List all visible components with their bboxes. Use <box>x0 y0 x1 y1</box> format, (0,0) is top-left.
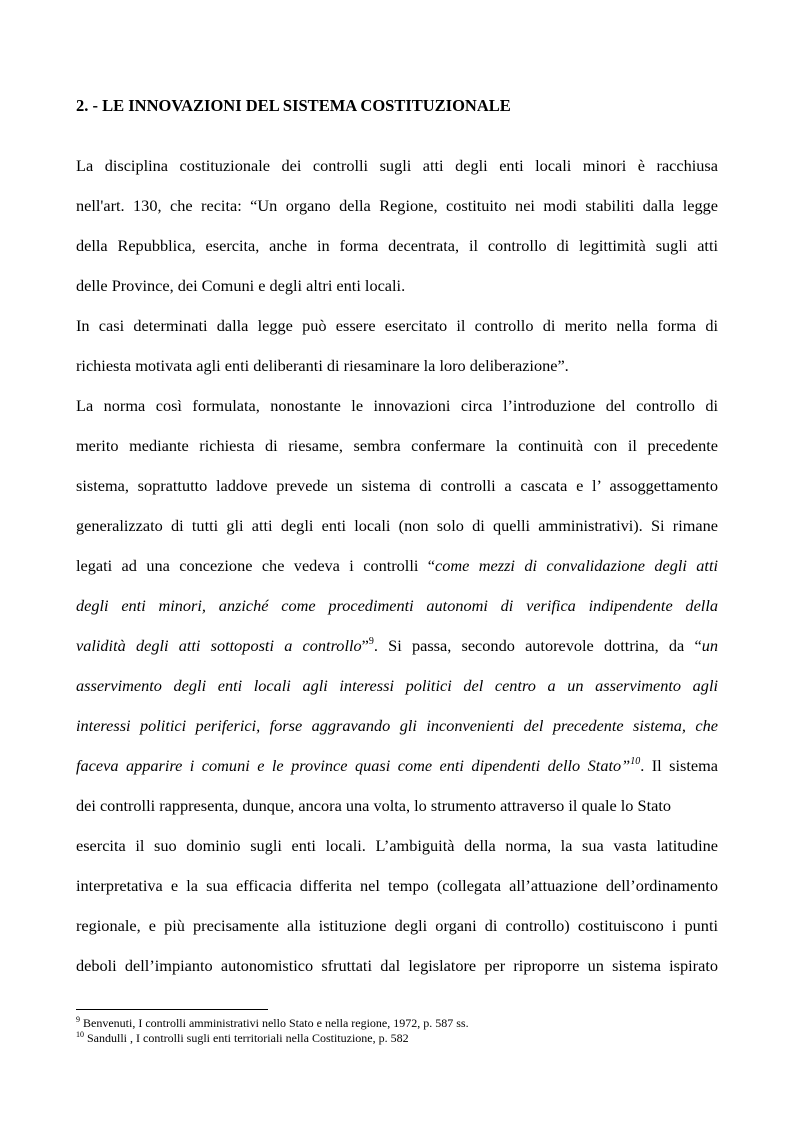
body-line-11 <box>76 555 718 577</box>
body-text: . Il sistema <box>640 756 718 775</box>
footnote-text: Benvenuti, I controlli amministrativi nello Stato e nella regione, 1972, p. 587 ss. <box>80 1016 469 1030</box>
quote-text: validità degli atti sottoposti a controllo <box>76 636 362 655</box>
body-line-20: regionale, e più precisamente alla istituzione degli organi di controllo) costituiscono i punti <box>76 916 718 935</box>
body-line-1: La disciplina costituzionale dei controlli sugli atti degli enti locali minori è racchiusa <box>76 156 718 175</box>
body-text: legati ad una concezione che vedeva i controlli “ <box>76 556 435 575</box>
quote-close: ” <box>361 636 369 655</box>
body-line-16 <box>76 755 718 777</box>
body-line-4: delle Province, dei Comuni e degli altri enti locali. <box>76 276 406 295</box>
footnote-number: 10 <box>76 1030 84 1039</box>
footnote-divider <box>76 1009 268 1010</box>
footnote-text: Sandulli , I controlli sugli enti territoriali nella Costituzione, p. 582 <box>84 1031 409 1045</box>
quote-text: come mezzi di convalidazione degli atti <box>435 556 718 575</box>
footnote-9 <box>76 1016 736 1031</box>
body-line-17: dei controlli rappresenta, dunque, ancora una volta, lo strumento attraverso il quale lo Stato <box>76 796 671 815</box>
body-line-15: interessi politici periferici, forse aggravando gli inconvenienti del precedente sistema, che <box>76 716 718 735</box>
body-line-8: merito mediante richiesta di riesame, sembra confermare la continuità con il precedente <box>76 436 718 455</box>
footnote-10 <box>76 1031 736 1046</box>
body-text: . Si passa, secondo autorevole dottrina, da “ <box>373 636 702 655</box>
body-line-21: deboli dell’impianto autonomistico sfruttati dal legislatore per riproporre un sistema ispirato <box>76 956 718 975</box>
footnote-number: 9 <box>76 1015 80 1024</box>
body-line-10: generalizzato di tutti gli atti degli enti locali (non solo di quelli amministrativi). Si rimane <box>76 516 718 535</box>
body-line-18: esercita il suo dominio sugli enti locali. L’ambiguità della norma, la sua vasta latitudine <box>76 836 718 855</box>
quote-close: ” <box>621 756 631 775</box>
footnote-ref-9[interactable]: 9 <box>368 636 374 647</box>
quote-text: un <box>701 636 719 655</box>
quote-text: faceva apparire i comuni e le province quasi come enti dipendenti dello Stato <box>76 756 622 775</box>
body-line-13 <box>76 635 718 657</box>
body-line-12: degli enti minori, anziché come procedimenti autonomi di verifica indipendente della <box>76 596 718 615</box>
footnote-ref-10[interactable]: 10 <box>630 756 641 767</box>
body-line-5: In casi determinati dalla legge può essere esercitato il controllo di merito nella forma di <box>76 316 718 335</box>
body-line-3: della Repubblica, esercita, anche in forma decentrata, il controllo di legittimità sugli atti <box>76 236 718 255</box>
body-line-9: sistema, soprattutto laddove prevede un sistema di controlli a cascata e l’ assoggettamento <box>76 476 718 495</box>
body-line-14: asservimento degli enti locali agli interessi politici del centro a un asservimento agli <box>76 676 718 695</box>
body-line-19: interpretativa e la sua efficacia differita nel tempo (collegata all’attuazione dell’ordinamento <box>76 876 718 895</box>
body-line-7: La norma così formulata, nonostante le innovazioni circa l’introduzione del controllo di <box>76 396 718 415</box>
body-line-6: richiesta motivata agli enti deliberanti di riesaminare la loro deliberazione”. <box>76 356 569 375</box>
section-heading: 2. - LE INNOVAZIONI DEL SISTEMA COSTITUZIONALE <box>76 96 511 115</box>
body-line-2: nell'art. 130, che recita: “Un organo della Regione, costituito nei modi stabiliti dalla legge <box>76 196 718 215</box>
